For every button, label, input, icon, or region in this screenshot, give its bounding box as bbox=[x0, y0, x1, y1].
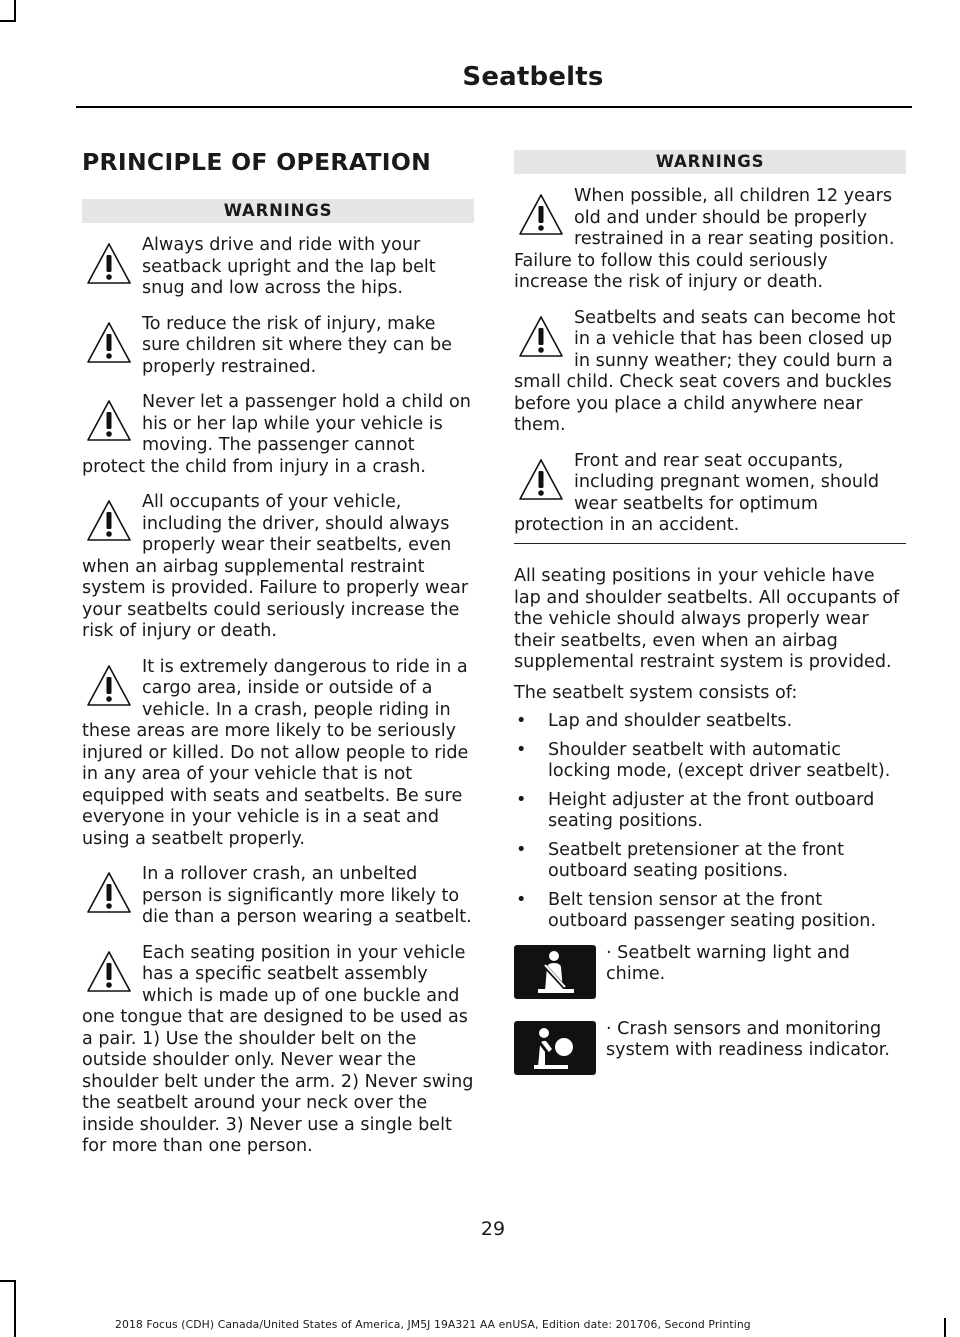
warning-item bbox=[82, 492, 474, 643]
crop-mark bbox=[0, 1280, 16, 1282]
warning-item bbox=[82, 657, 474, 851]
warnings-header: WARNINGS bbox=[82, 199, 474, 223]
warning-text: To reduce the risk of injury, make sure children sit where they can be properly restrained. bbox=[142, 313, 453, 377]
list-item-text: Height adjuster at the front outboard seating positions. bbox=[548, 789, 875, 831]
bullet-marker: • bbox=[516, 711, 527, 731]
page-number: 29 bbox=[480, 1218, 506, 1240]
list-item-text: Lap and shoulder seatbelts. bbox=[548, 711, 793, 731]
bullet-marker: • bbox=[516, 889, 527, 910]
list-item bbox=[514, 740, 906, 783]
lamp-row bbox=[514, 942, 906, 1007]
consists-paragraph: The seatbelt system consists of: bbox=[514, 682, 798, 703]
list-item bbox=[514, 890, 906, 933]
indicator-lamps bbox=[514, 942, 906, 1083]
warning-text: Seatbelts and seats can become hot in a vehicle that has been closed up in sunny weather; they could burn a small child. Check seat covers and buckles before you place a child anywhere near them. bbox=[514, 307, 896, 435]
crop-mark bbox=[14, 0, 16, 22]
warning-triangle-icon bbox=[86, 870, 132, 916]
left-column bbox=[82, 199, 474, 1158]
header-rule bbox=[76, 106, 912, 108]
footer-text: 2018 Focus (CDH) Canada/United States of America, JM5J 19A321 AA enUSA, Edition date: 201706, Second Printing bbox=[115, 1318, 751, 1331]
right-column bbox=[514, 150, 906, 1083]
warnings-end-rule bbox=[514, 543, 906, 545]
list-item-text: Shoulder seatbelt with automatic locking mode, (except driver seatbelt). bbox=[548, 739, 891, 781]
warning-item bbox=[82, 864, 474, 929]
warning-triangle-icon bbox=[518, 314, 564, 360]
warning-item bbox=[82, 314, 474, 379]
lamp-description: · Seatbelt warning light and chime. bbox=[606, 942, 850, 984]
warning-triangle-icon bbox=[86, 398, 132, 444]
airbag-readiness-indicator-icon bbox=[514, 1021, 596, 1075]
warning-triangle-icon bbox=[86, 498, 132, 544]
warning-item bbox=[82, 235, 474, 300]
bullet-marker: • bbox=[516, 789, 527, 810]
list-item bbox=[514, 711, 906, 733]
warnings-list bbox=[82, 235, 474, 1158]
warning-triangle-icon bbox=[518, 192, 564, 238]
warning-item bbox=[82, 943, 474, 1158]
list-item-text: Belt tension sensor at the front outboard passenger seating position. bbox=[548, 889, 877, 931]
warning-text: Never let a passenger hold a child on his or her lap while your vehicle is moving. The passenger cannot protect the child from injury in a crash. bbox=[82, 392, 471, 477]
crop-mark bbox=[0, 20, 16, 22]
bullet-marker: • bbox=[516, 839, 527, 860]
lamp-description: · Crash sensors and monitoring system with readiness indicator. bbox=[606, 1018, 890, 1060]
warning-item bbox=[514, 451, 906, 537]
list-item bbox=[514, 840, 906, 883]
crop-mark bbox=[944, 1318, 946, 1337]
section-title: PRINCIPLE OF OPERATION bbox=[82, 148, 432, 176]
system-components-list bbox=[514, 711, 906, 933]
warning-text: It is extremely dangerous to ride in a cargo area, inside or outside of a vehicle. In a crash, people riding in these areas are more likely to be seriously injured or killed. Do not allow people to ride in any area of your vehicle that is not equipped with seats and seatbelts. Be sure everyone in your vehicle is in a seat and using a seatbelt properly. bbox=[82, 656, 469, 849]
warning-item bbox=[82, 392, 474, 478]
warnings-list bbox=[514, 186, 906, 537]
warning-triangle-icon bbox=[86, 949, 132, 995]
intro-paragraph: All seating positions in your vehicle have lap and shoulder seatbelts. All occupants of the vehicle should always properly wear their seatbelts, even when an airbag supplemental restraint system is provided. bbox=[514, 566, 900, 672]
warning-text: In a rollover crash, an unbelted person is significantly more likely to die than a person wearing a seatbelt. bbox=[142, 864, 472, 927]
warning-triangle-icon bbox=[518, 457, 564, 503]
list-item-text: Seatbelt pretensioner at the front outboard seating positions. bbox=[548, 839, 844, 881]
warning-triangle-icon bbox=[86, 241, 132, 287]
warning-text: Front and rear seat occupants, including pregnant women, should wear seatbelts for optimum protection in an accident. bbox=[514, 450, 880, 535]
warning-text: Always drive and ride with your seatback upright and the lap belt snug and low across the hips. bbox=[142, 235, 436, 298]
bullet-marker: • bbox=[516, 739, 527, 760]
warning-triangle-icon bbox=[86, 663, 132, 709]
page-header-title: Seatbelts bbox=[462, 62, 604, 92]
seatbelt-warning-light-icon bbox=[514, 945, 596, 999]
warning-text: All occupants of your vehicle, including the driver, should always properly wear their seatbelts, even when an airbag supplemental restraint system is provided. Failure to properly wear your seatbelts could seriously increase the risk of injury or death. bbox=[82, 492, 469, 641]
warning-triangle-icon bbox=[86, 320, 132, 366]
lamp-row bbox=[514, 1018, 906, 1083]
warning-text: Each seating position in your vehicle has a specific seatbelt assembly which is made up of one buckle and one tongue that are designed to be used as a pair. 1) Use the shoulder belt on the outside shoulder only. Never wear the shoulder belt under the arm. 2) Never swing the seatbelt around your neck over the inside shoulder. 3) Never use a single belt for more than one person. bbox=[82, 942, 474, 1156]
crop-mark bbox=[14, 1280, 16, 1337]
warning-text: When possible, all children 12 years old and under should be properly restrained in a rear seating position. Failure to follow this could seriously increase the risk of injury or death. bbox=[514, 186, 895, 292]
list-item bbox=[514, 790, 906, 833]
warning-item bbox=[514, 186, 906, 294]
warnings-header: WARNINGS bbox=[514, 150, 906, 174]
warning-item bbox=[514, 308, 906, 437]
